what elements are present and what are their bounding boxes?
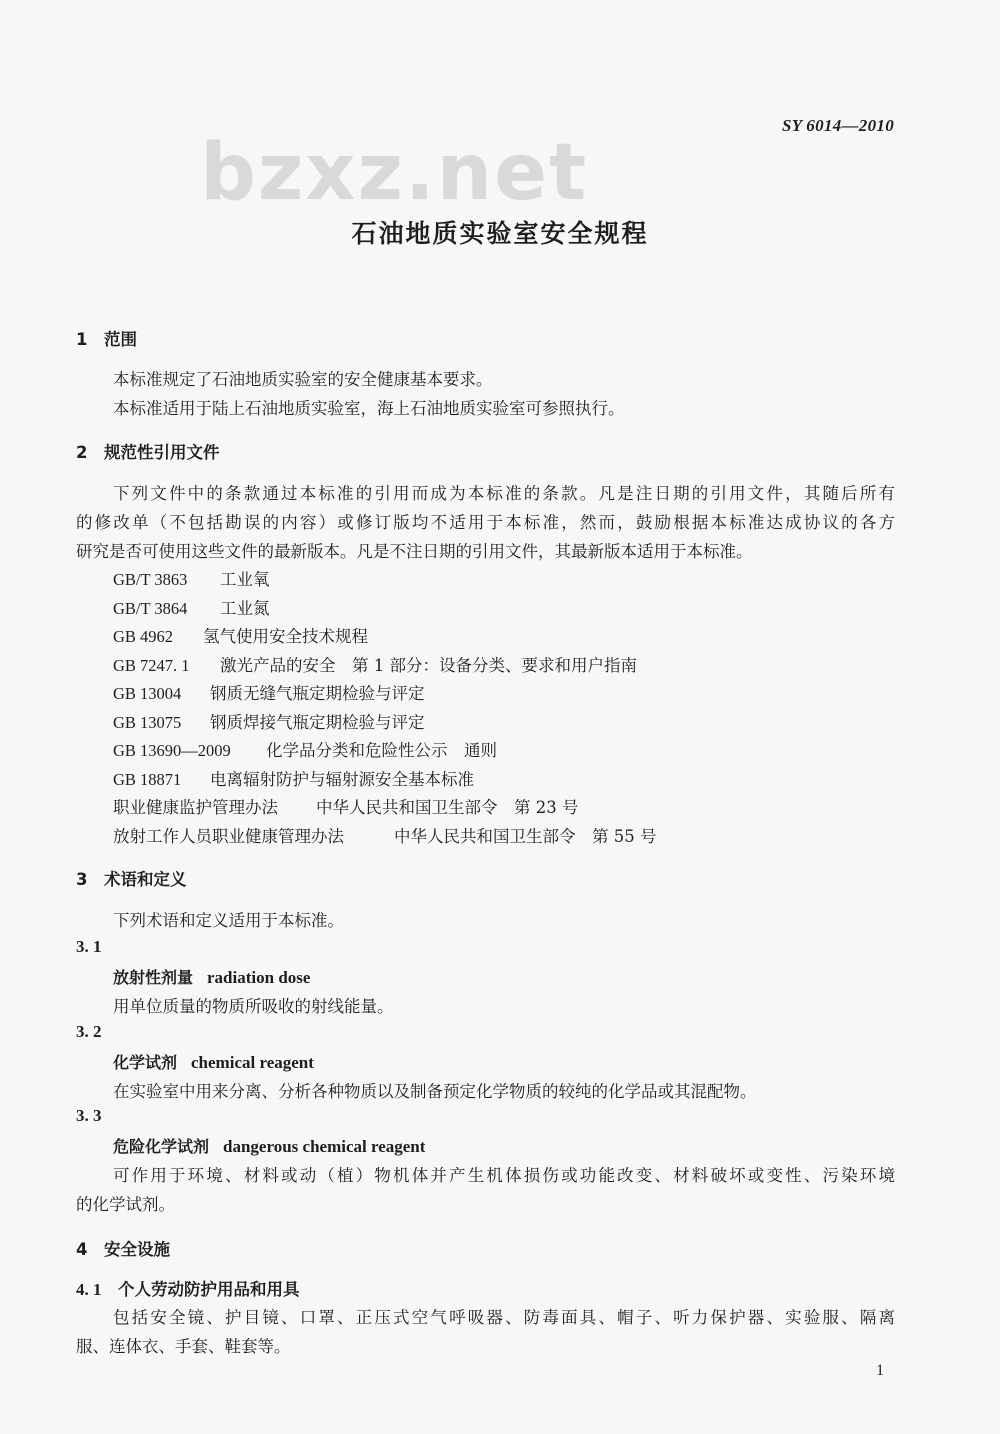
reference-item <box>113 794 579 818</box>
section-number: 1 <box>76 330 88 349</box>
paragraph: 本标准适用于陆上石油地质实验室，海上石油地质实验室可参照执行。 <box>113 399 625 418</box>
paragraph-line: 的修改单（不包括勘误的内容）或修订版均不适用于本标准，然而，鼓励根据本标准达成协议的各方 <box>76 513 895 532</box>
term-en: dangerous chemical reagent <box>223 1137 426 1156</box>
term-zh: 危险化学试剂 <box>113 1137 210 1156</box>
reference-title: 氢气使用安全技术规程 <box>203 627 368 646</box>
reference-code: GB 4962 <box>113 627 174 646</box>
paragraph-line: 服、连体衣、手套、鞋套等。 <box>76 1337 291 1356</box>
reference-title: 中华人民共和国卫生部令 第 23 号 <box>316 798 579 817</box>
clause-number: 3. 3 <box>76 1106 102 1125</box>
reference-title: 工业氧 <box>220 570 270 589</box>
section-title: 规范性引用文件 <box>104 443 220 462</box>
reference-item <box>113 595 270 619</box>
clause-number: 3. 2 <box>76 1022 102 1041</box>
section-4-heading <box>76 1236 170 1260</box>
section-number: 2 <box>76 443 88 462</box>
reference-title: 电离辐射防护与辐射源安全基本标准 <box>210 770 474 789</box>
section-3-heading <box>76 866 187 890</box>
reference-title: 化学品分类和危险性公示 通则 <box>266 741 497 760</box>
reference-item <box>113 766 474 790</box>
term-definition: 可作用于环境、材料或动（植）物机体并产生机体损伤或功能改变、材料破坏或变性、污染环境 <box>113 1166 895 1185</box>
reference-code: GB 13690—2009 <box>113 741 231 760</box>
reference-code: 职业健康监护管理办法 <box>113 798 278 817</box>
term-heading <box>113 965 310 988</box>
subsection-4-1-heading <box>76 1276 300 1300</box>
reference-item <box>113 680 425 704</box>
reference-code: GB 18871 <box>113 770 182 789</box>
page-title: 石油地质实验室安全规程 <box>351 219 649 248</box>
section-number: 3 <box>76 870 88 889</box>
reference-title: 钢质无缝气瓶定期检验与评定 <box>210 684 425 703</box>
paragraph-line: 研究是否可使用这些文件的最新版本。凡是不注日期的引用文件，其最新版本适用于本标准。 <box>76 542 753 561</box>
reference-code: 放射工作人员职业健康管理办法 <box>113 827 344 846</box>
clause-number: 3. 1 <box>76 937 102 956</box>
page-number: 1 <box>876 1362 884 1379</box>
term-en: radiation dose <box>207 968 311 987</box>
reference-item <box>113 652 637 676</box>
reference-code: GB/T 3863 <box>113 570 188 589</box>
watermark: bzxz.net <box>200 128 589 218</box>
term-definition: 在实验室中用来分离、分析各种物质以及制备预定化学物质的较纯的化学品或其混配物。 <box>113 1082 757 1101</box>
reference-title: 钢质焊接气瓶定期检验与评定 <box>210 713 425 732</box>
reference-item <box>113 623 368 647</box>
section-number: 4 <box>76 1240 88 1259</box>
section-title: 范围 <box>104 330 137 349</box>
term-zh: 化学试剂 <box>113 1053 178 1072</box>
term-heading <box>113 1050 314 1073</box>
subsection-title: 个人劳动防护用品和用具 <box>118 1280 300 1299</box>
reference-code: GB 7247. 1 <box>113 656 190 675</box>
paragraph-line: 包括安全镜、护目镜、口罩、正压式空气呼吸器、防毒面具、帽子、听力保护器、实验服、隔离 <box>113 1308 895 1327</box>
standard-code: SY 6014—2010 <box>781 116 894 135</box>
reference-code: GB 13075 <box>113 713 182 732</box>
reference-item <box>113 709 425 733</box>
reference-code: GB 13004 <box>113 684 182 703</box>
paragraph-line: 下列文件中的条款通过本标准的引用而成为本标准的条款。凡是注日期的引用文件，其随后所有 <box>113 484 895 503</box>
section-2-heading <box>76 439 220 463</box>
reference-title: 激光产品的安全 第 1 部分：设备分类、要求和用户指南 <box>220 656 637 675</box>
reference-title: 工业氮 <box>220 599 270 618</box>
reference-title: 中华人民共和国卫生部令 第 55 号 <box>394 827 657 846</box>
reference-code: GB/T 3864 <box>113 599 188 618</box>
section-title: 术语和定义 <box>104 870 187 889</box>
reference-item <box>113 737 497 761</box>
paragraph: 本标准规定了石油地质实验室的安全健康基本要求。 <box>113 370 493 389</box>
subsection-number: 4. 1 <box>76 1280 102 1299</box>
reference-item <box>113 566 270 590</box>
term-definition: 用单位质量的物质所吸收的射线能量。 <box>113 997 394 1016</box>
reference-item <box>113 823 657 847</box>
term-en: chemical reagent <box>191 1053 314 1072</box>
term-zh: 放射性剂量 <box>113 968 194 987</box>
term-definition: 的化学试剂。 <box>76 1195 175 1214</box>
paragraph: 下列术语和定义适用于本标准。 <box>113 911 344 930</box>
section-1-heading <box>76 326 137 350</box>
term-heading <box>113 1134 425 1157</box>
section-title: 安全设施 <box>104 1240 170 1259</box>
